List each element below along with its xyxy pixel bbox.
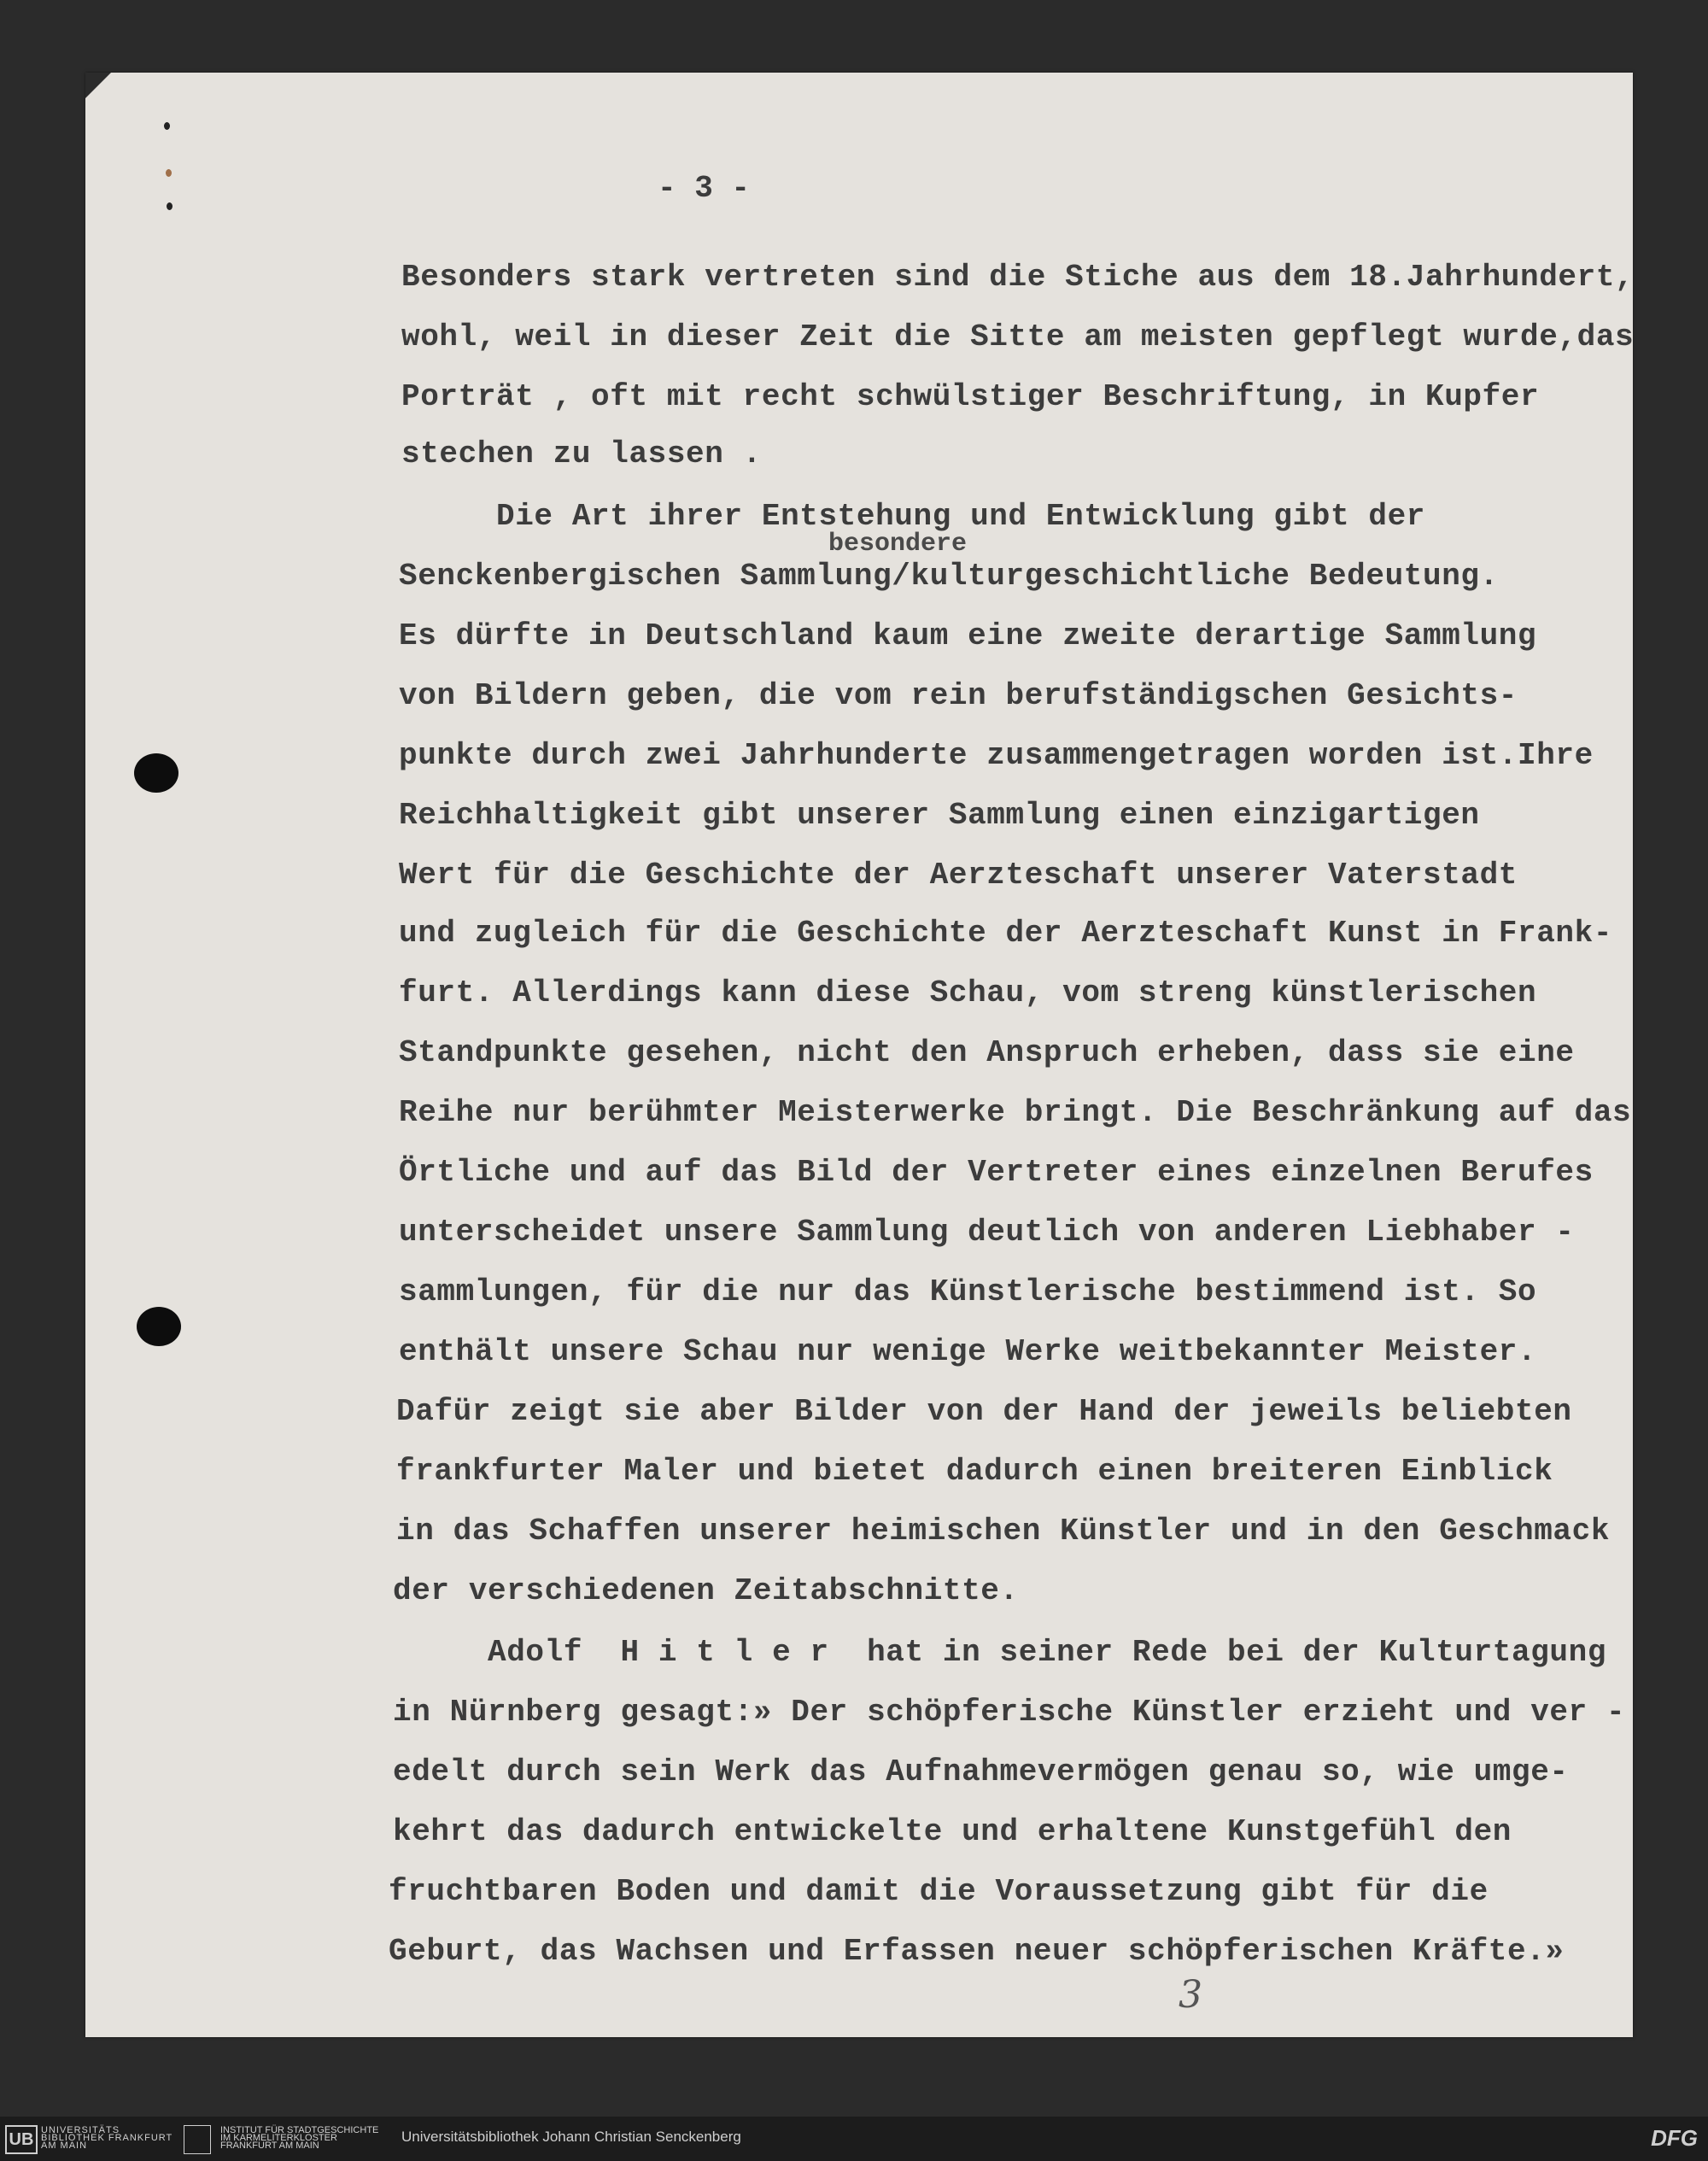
text-line: Dafür zeigt sie aber Bilder von der Hand der jeweils beliebten: [396, 1394, 1572, 1429]
text-line: der verschiedenen Zeitabschnitte.: [393, 1573, 1019, 1608]
dfg-logo: DFG: [1651, 2125, 1698, 2151]
text-line: in Nürnberg gesagt:» Der schöpferische Künstler erzieht und ver -: [393, 1695, 1626, 1730]
text-line: und zugleich für die Geschichte der Aerzteschaft Kunst in Frank-: [399, 916, 1613, 951]
text-line: Reihe nur berühmter Meisterwerke bringt. Die Beschränkung auf das: [399, 1095, 1632, 1130]
text-line: Adolf H i t l e r hat in seiner Rede bei der Kulturtagung: [393, 1635, 1607, 1670]
page-number: - 3 -: [658, 171, 751, 206]
text-line: Senckenbergischen Sammlung/kulturgeschichtliche Bedeutung.: [399, 559, 1499, 594]
text-line: kehrt das dadurch entwickelte und erhaltene Kunstgefühl den: [393, 1814, 1512, 1849]
text-line: Die Art ihrer Entstehung und Entwicklung gibt der: [401, 499, 1425, 534]
text-line: Reichhaltigkeit gibt unserer Sammlung einen einzigartigen: [399, 798, 1480, 833]
punch-hole: [137, 1307, 181, 1346]
staple-mark: [164, 122, 170, 130]
handwritten-insertion: besondere: [828, 530, 968, 559]
ub-logo-text: UNIVERSITÄTS BIBLIOTHEK FRANKFURT AM MAIN: [41, 2125, 173, 2151]
text-line: Es dürfte in Deutschland kaum eine zweite derartige Sammlung: [399, 618, 1537, 653]
folded-corner: [85, 73, 111, 98]
text-line: Standpunkte gesehen, nicht den Anspruch erheben, dass sie eine: [399, 1035, 1575, 1070]
handwritten-page-number: 3: [1179, 1973, 1202, 2017]
punch-hole: [134, 753, 178, 793]
text-line: Porträt , oft mit recht schwülstiger Beschriftung, in Kupfer: [401, 379, 1540, 414]
text-line: punkte durch zwei Jahrhunderte zusammengetragen worden ist.Ihre: [399, 738, 1594, 773]
staple-mark: [167, 202, 173, 210]
footer-title[interactable]: Universitätsbibliothek Johann Christian Senckenberg: [401, 2129, 741, 2145]
text-line: sammlungen, für die nur das Künstlerische bestimmend ist. So: [399, 1274, 1537, 1309]
ub-logo: UB: [5, 2125, 38, 2154]
isg-logo-icon: [184, 2125, 211, 2154]
text-line: edelt durch sein Werk das Aufnahmevermögen genau so, wie umge-: [393, 1754, 1569, 1789]
text-line: Geburt, das Wachsen und Erfassen neuer schöpferischen Kräfte.»: [389, 1934, 1565, 1969]
footer-bar: [0, 2117, 1708, 2161]
text-line: furt. Allerdings kann diese Schau, vom streng künstlerischen: [399, 975, 1537, 1010]
text-line: in das Schaffen unserer heimischen Künstler und in den Geschmack: [396, 1514, 1611, 1549]
isg-logo-text: INSTITUT FÜR STADTGESCHICHTE IM KARMELITERKLOSTER FRANKFURT AM MAIN: [220, 2125, 379, 2151]
text-line: Besonders stark vertreten sind die Stiche aus dem 18.Jahrhundert,: [401, 260, 1635, 295]
staple-mark: [166, 169, 172, 177]
text-line: wohl, weil in dieser Zeit die Sitte am meisten gepflegt wurde,das: [401, 319, 1635, 354]
text-line: frankfurter Maler und bietet dadurch einen breiteren Einblick: [396, 1454, 1553, 1489]
text-line: unterscheidet unsere Sammlung deutlich von anderen Liebhaber -: [399, 1215, 1575, 1250]
text-line: von Bildern geben, die vom rein berufständigschen Gesichts-: [399, 678, 1518, 713]
text-line: fruchtbaren Boden und damit die Voraussetzung gibt für die: [389, 1874, 1489, 1909]
text-line: stechen zu lassen .: [401, 436, 762, 471]
text-line: Wert für die Geschichte der Aerzteschaft unserer Vaterstadt: [399, 858, 1518, 893]
text-line: Örtliche und auf das Bild der Vertreter eines einzelnen Berufes: [399, 1155, 1594, 1190]
text-line: enthält unsere Schau nur wenige Werke weitbekannter Meister.: [399, 1334, 1537, 1369]
